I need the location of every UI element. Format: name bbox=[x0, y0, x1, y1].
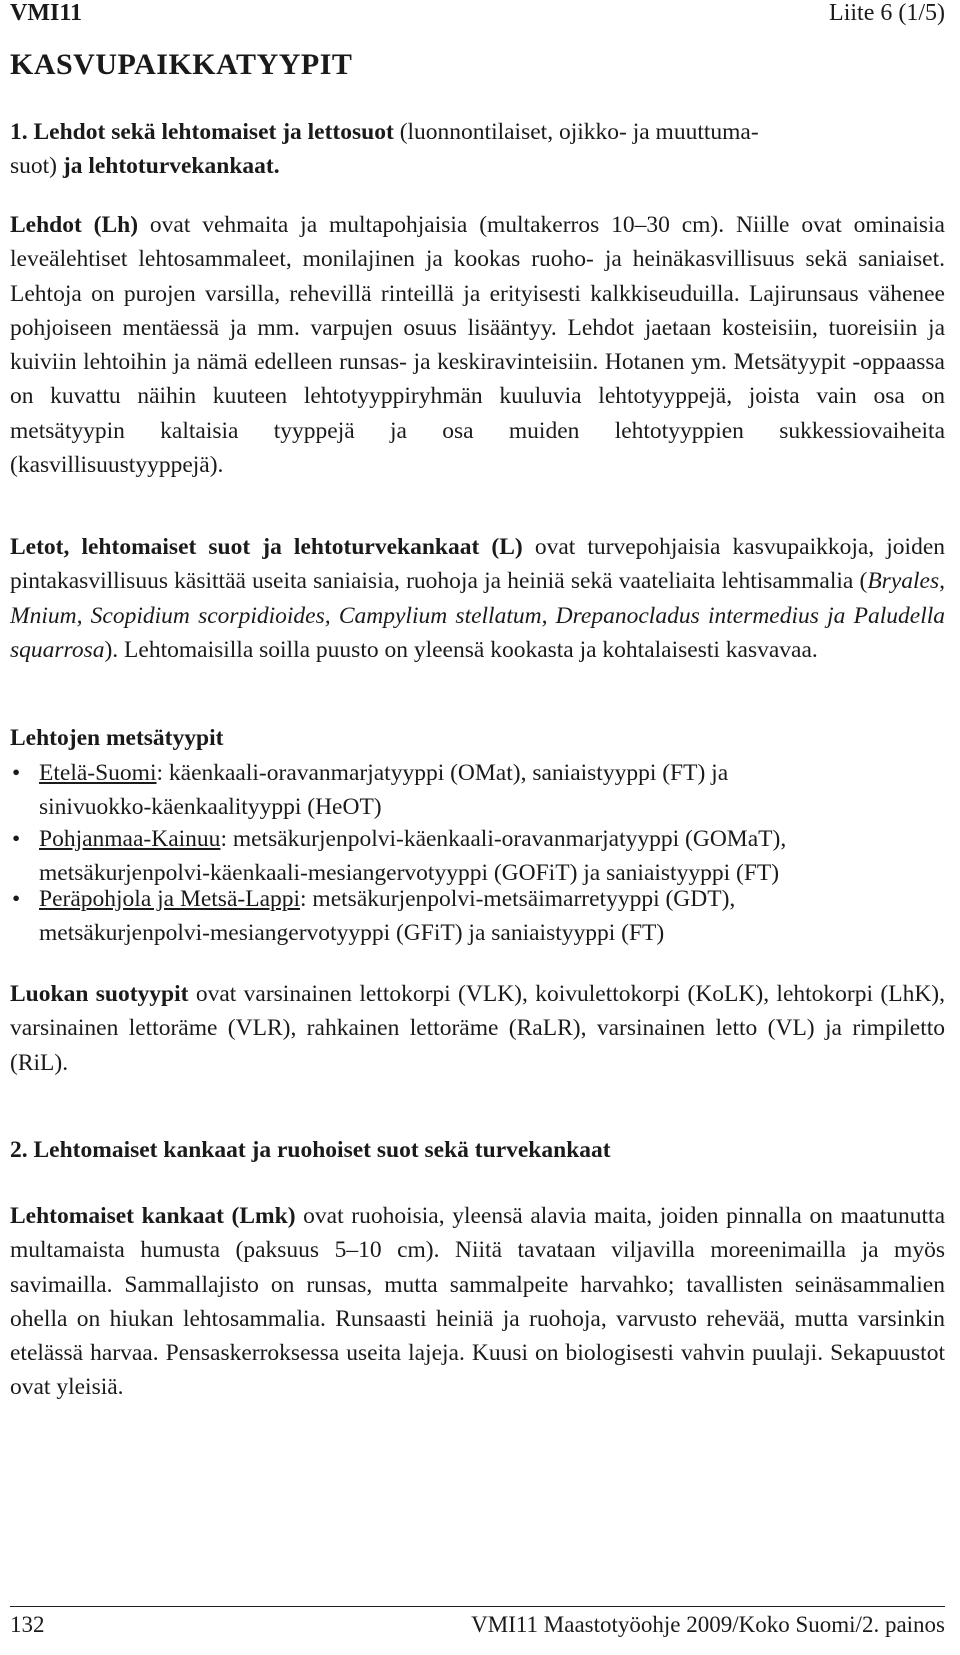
text-letot-b: ). Lehtomaisilla soilla puusto on yleensä kookasta ja kohtalaisesti kasvavaa. bbox=[104, 636, 818, 663]
list-item-text-2: metsäkurjenpolvi-mesiangervotyyppi (GFiT) ja saniaistyyppi (FT) bbox=[39, 920, 665, 947]
section-2-heading-text: 2. Lehtomaiset kankaat ja ruohoiset suot sekä turvekankaat bbox=[10, 1137, 611, 1163]
list-item bbox=[10, 882, 945, 952]
species-list: Bryales, Mnium, Scopidium scorpidioides, Campylium stellatum, Drepanocladus intermedius ja Paludella squarrosa bbox=[10, 568, 945, 663]
paragraph-lehdot bbox=[10, 208, 945, 482]
page-number: 132 bbox=[10, 1612, 45, 1637]
list-item-text: : käenkaali-oravanmarjatyyppi (OMat), saniaistyyppi (FT) ja bbox=[156, 760, 729, 786]
page-title: KASVUPAIKKATYYPIT bbox=[10, 48, 353, 81]
page-header bbox=[10, 0, 945, 30]
list-item-text-2: metsäkurjenpolvi-käenkaali-mesiangervotyyppi (GOFiT) ja saniaistyyppi (FT) bbox=[39, 860, 780, 887]
list-item bbox=[10, 756, 945, 826]
section-1-heading-line2-normal: suot) bbox=[10, 153, 63, 180]
bullet-icon: • bbox=[12, 886, 21, 912]
paragraph-letot bbox=[10, 530, 945, 667]
term-lehdot: Lehdot (Lh) bbox=[10, 212, 139, 238]
section-2-heading bbox=[10, 1133, 945, 1167]
term-lehtomaiset-kankaat: Lehtomaiset kankaat (Lmk) bbox=[10, 1203, 296, 1229]
text-lehtomaiset-kankaat: ovat ruohoisia, yleensä alavia maita, joiden pinnalla on maatunutta multamaista humusta (paksuus 5–10 cm). Niitä tavataan viljavilla moreenimailla ja myös savimailla. Sammallajisto on runsas, mutta sammalpeite harvahko; tavallisten seinäsammalien ohella on hiukan lehtosammalia. Runsaasti heiniä ja ruohoja, varvusto rehevää, mutta varsinkin etelässä harvaa. Pensaskerroksessa useita lajeja. Kuusi on biologisesti vahvin puulaji. Sekapuustot ovat yleisiä. bbox=[10, 1203, 945, 1401]
paragraph-luokan-suotyypit bbox=[10, 977, 945, 1080]
region-etela-suomi: Etelä-Suomi bbox=[39, 760, 157, 786]
footer-publication: VMI11 Maastotyöohje 2009/Koko Suomi/2. painos bbox=[471, 1612, 945, 1637]
region-pohjanmaa-kainuu: Pohjanmaa-Kainuu bbox=[39, 826, 221, 852]
term-luokan-suotyypit: Luokan suotyypit bbox=[10, 981, 189, 1007]
section-1-heading bbox=[10, 115, 945, 184]
section-1-heading-normal: (luonnontilaiset, ojikko- ja muuttuma- bbox=[393, 119, 759, 145]
text-lehdot: ovat vehmaita ja multapohjaisia (multakerros 10–30 cm). Niille ovat ominaisia leveälehtiset lehtosammaleet, monilajinen ja kookas ruoho- ja heinäkasvillisuus sekä saniaiset. Lehtoja on purojen varsilla, rehevillä rinteillä ja erityisesti kalkkiseuduilla. Lajirunsaus vähenee pohjoiseen mentäessä ja mm. varpujen osuus lisääntyy. Lehdot jaetaan kosteisiin, tuoreisiin ja kuiviin lehtoihin ja nämä edelleen runsas- ja keskiravinteisiin. Hotanen ym. Metsätyypit -oppaassa on kuvattu näihin kuuteen lehtotyyppiryhmän kuuluvia lehtotyyppejä, joista vain osa on metsätyypin kaltaisia tyyppejä ja osa muiden lehtotyyppien sukkessiovaiheita (kasvillisuustyyppejä). bbox=[10, 212, 945, 479]
header-doc-code: VMI11 bbox=[10, 0, 82, 26]
heading-lehtojen-metsatyypit-text: Lehtojen metsätyypit bbox=[10, 725, 224, 751]
footer-divider bbox=[10, 1606, 945, 1607]
text-luokan-suotyypit: ovat varsinainen lettokorpi (VLK), koivulettokorpi (KoLK), lehtokorpi (LhK), varsinainen lettoräme (VLR), rahkainen lettoräme (RaLR), varsinainen letto (VL) ja rimpiletto (RiL). bbox=[10, 981, 945, 1076]
paragraph-lehtomaiset-kankaat bbox=[10, 1199, 945, 1405]
list-item-text: : metsäkurjenpolvi-käenkaali-oravanmarjatyyppi (GOMaT), bbox=[220, 826, 787, 852]
term-letot: Letot, lehtomaiset suot ja lehtoturvekankaat (L) bbox=[10, 534, 523, 560]
heading-lehtojen-metsatyypit bbox=[10, 721, 945, 755]
section-1-heading-line2-bold: ja lehtoturvekankaat. bbox=[62, 153, 280, 180]
header-appendix: Liite 6 (1/5) bbox=[829, 0, 945, 26]
bullet-icon: • bbox=[12, 760, 21, 786]
text-letot-a: ovat turvepohjaisia kasvupaikkoja, joiden pintakasvillisuus käsittää useita saniaisia, ruohoja ja heiniä sekä vaateliaita lehtisammalia ( bbox=[10, 534, 945, 595]
bullet-icon: • bbox=[12, 826, 21, 852]
region-perapohjola-metsa-lappi: Peräpohjola ja Metsä-Lappi bbox=[39, 886, 301, 912]
section-1-heading-bold: 1. Lehdot sekä lehtomaiset ja lettosuot bbox=[10, 119, 394, 145]
list-item-text-2: sinivuokko-käenkaalityyppi (HeOT) bbox=[39, 794, 382, 821]
list-item-text: : metsäkurjenpolvi-metsäimarretyyppi (GDT), bbox=[300, 886, 736, 912]
